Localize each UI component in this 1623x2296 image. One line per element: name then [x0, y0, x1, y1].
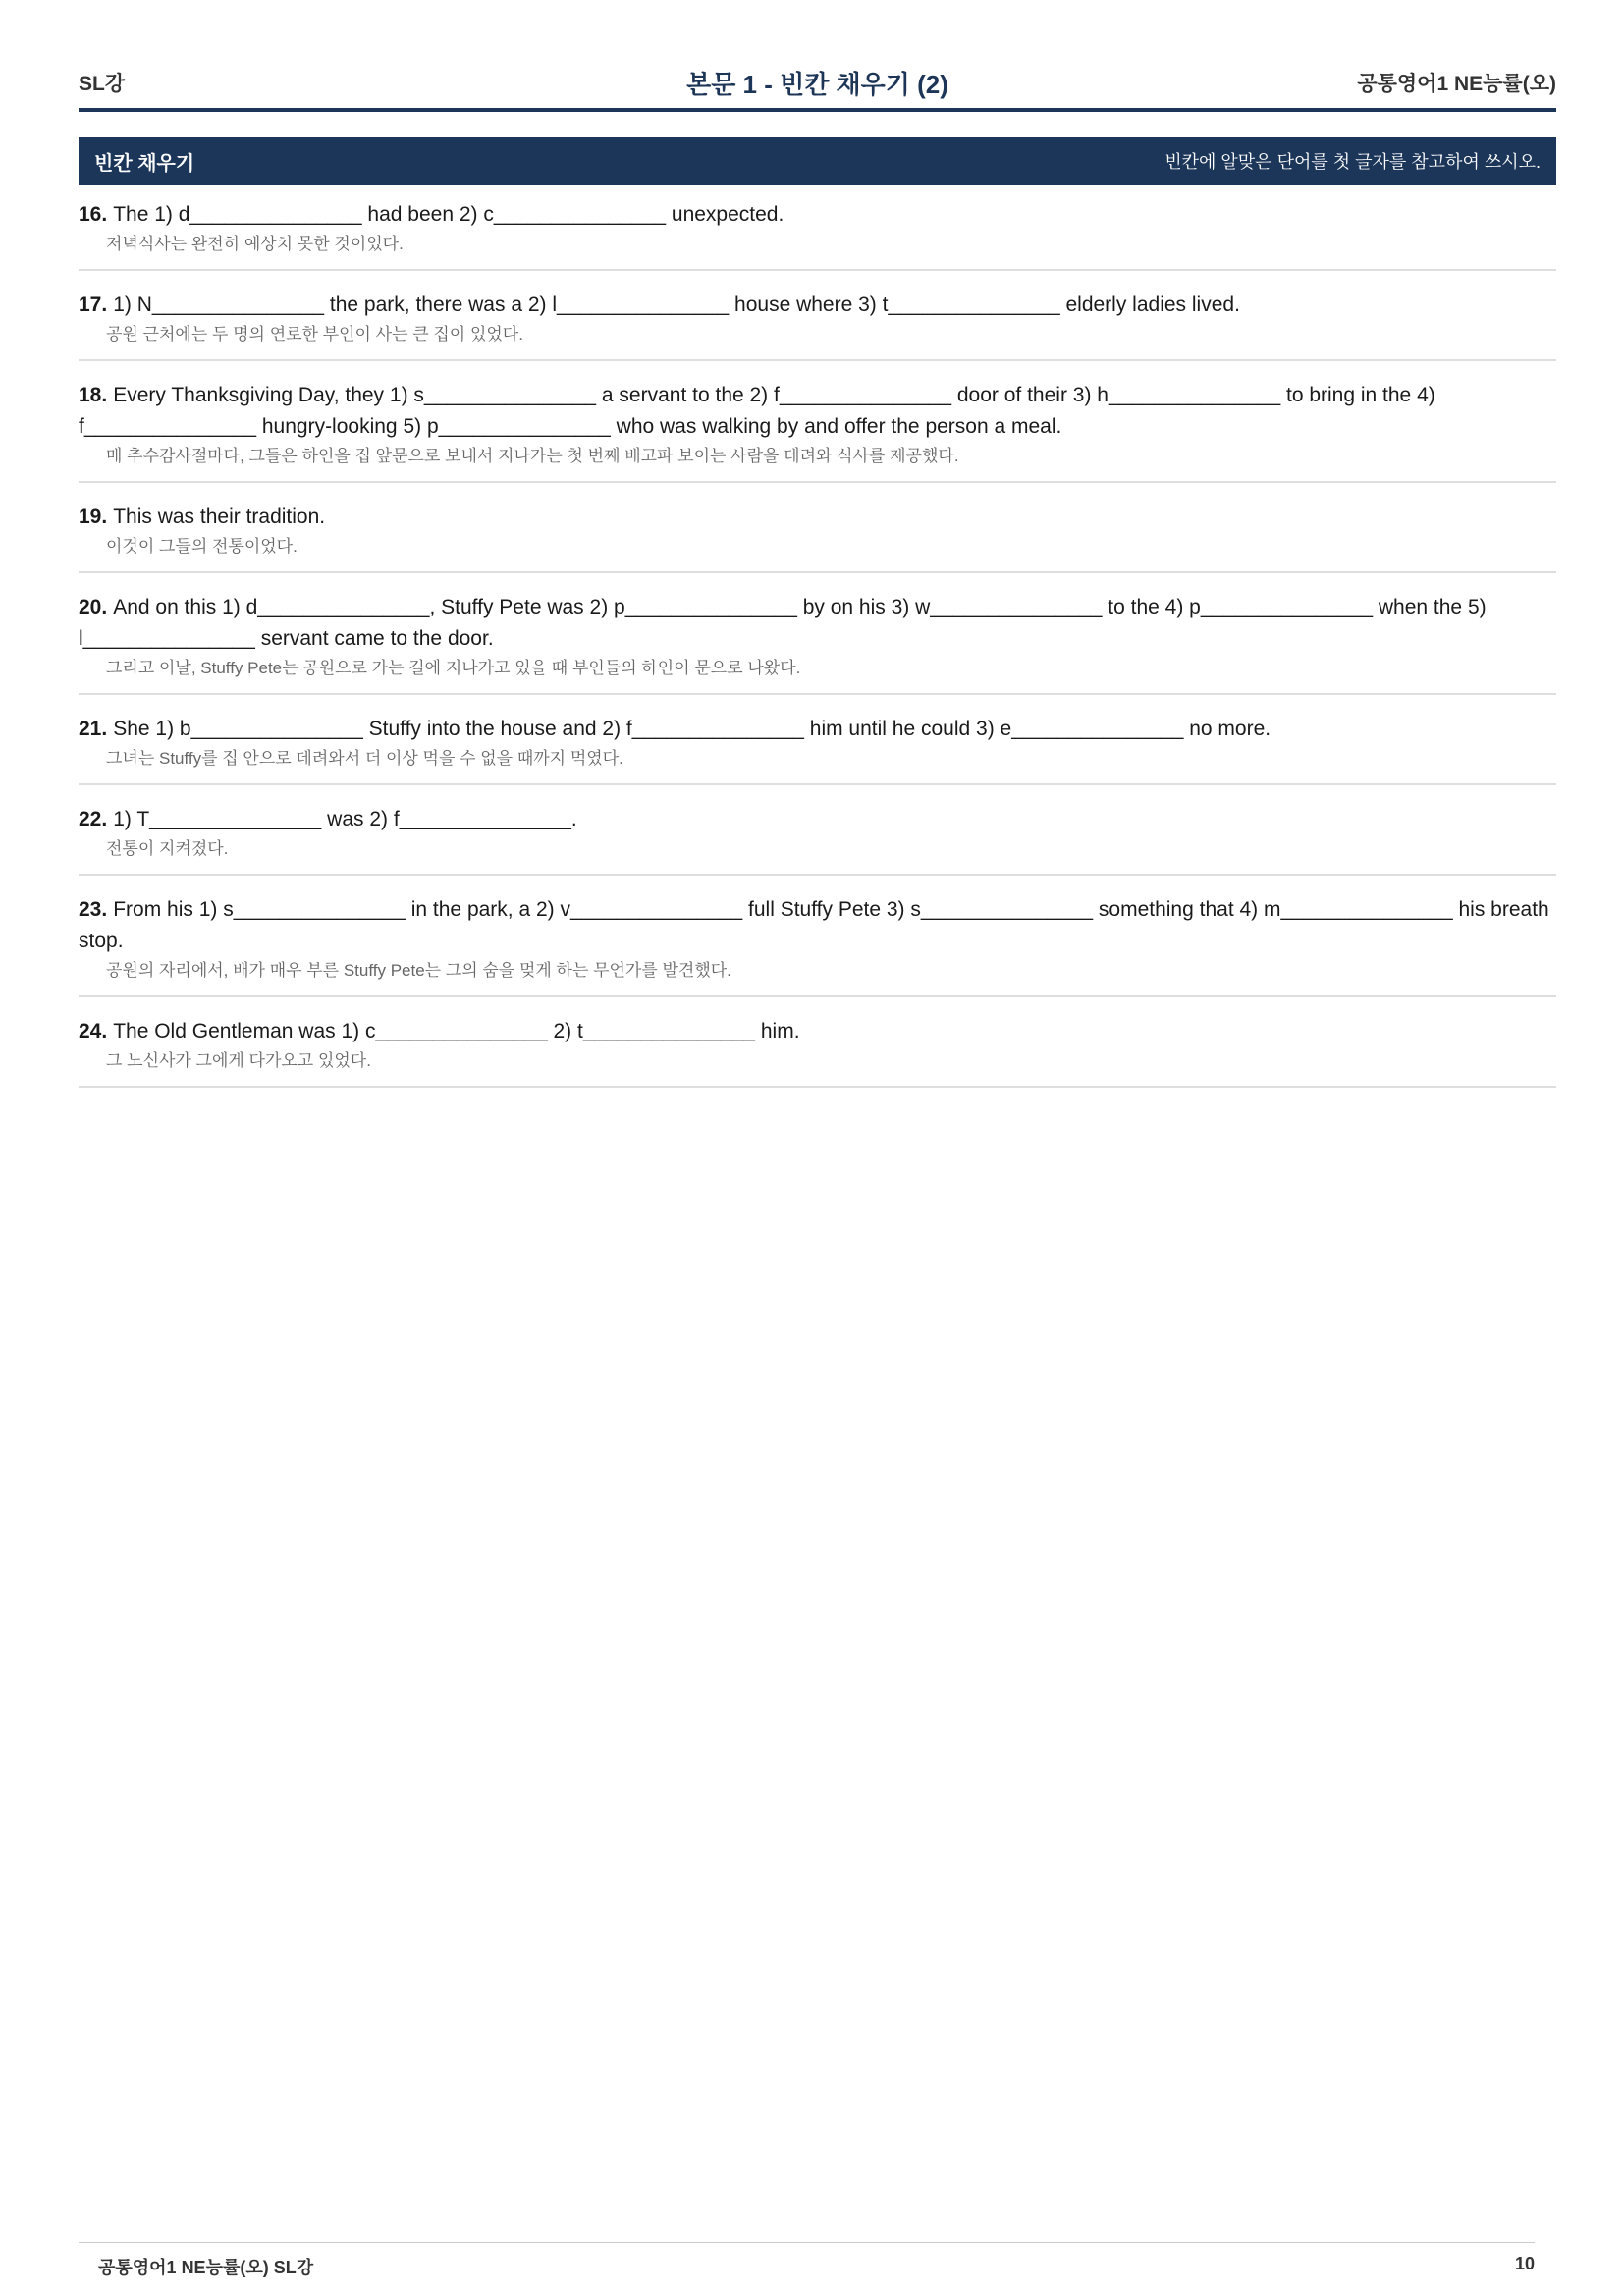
- footer-title: 공통영어1 NE능률(오) SL강: [98, 2258, 314, 2277]
- section-banner: [79, 137, 1556, 185]
- question-text: 1) N_______________ the park, there was a 2) l_______________ house where 3) t_______________ elderly ladies lived.: [113, 294, 1240, 316]
- translation: 그리고 이날, Stuffy Pete는 공원으로 가는 길에 지나가고 있을 때 부인들의 하인이 문으로 나왔다.: [106, 659, 801, 677]
- question-number: 17.: [79, 294, 108, 316]
- translation: 그 노신사가 그에게 다가오고 있었다.: [106, 1051, 371, 1070]
- translation: 전통이 지켜졌다.: [106, 839, 229, 858]
- question-item: [79, 377, 1556, 483]
- question-text: 1) T_______________ was 2) f_______________.: [113, 808, 577, 830]
- translation: 매 추수감사절마다, 그들은 하인을 집 앞문으로 보내서 지나가는 첫 번째 배고파 보이는 사람을 데려와 식사를 제공했다.: [106, 447, 959, 465]
- header-left: SL강: [79, 73, 126, 95]
- question-item: [79, 801, 1556, 876]
- question-item: [79, 891, 1556, 997]
- question-number: 20.: [79, 596, 108, 618]
- question-text: This was their tradition.: [113, 506, 326, 528]
- header-divider: [79, 108, 1556, 112]
- question-item: [79, 287, 1556, 361]
- question-number: 18.: [79, 384, 108, 406]
- question-text: She 1) b_______________ Stuffy into the house and 2) f_______________ him until he could 3) e_______________ no more.: [113, 718, 1271, 740]
- section-title: 빈칸 채우기: [94, 152, 195, 175]
- translation: 저녁식사는 완전히 예상치 못한 것이었다.: [106, 235, 404, 253]
- question-list: [79, 196, 1556, 1103]
- question-text: From his 1) s_______________ in the park, a 2) v_______________ full Stuffy Pete 3) s_______________ something that 4) m_______________ his breath stop.: [79, 898, 1549, 952]
- question-number: 16.: [79, 203, 108, 226]
- question-text: And on this 1) d_______________, Stuffy Pete was 2) p_______________ by on his 3) w_______________ to the 4) p_______________ when the 5) l_______________ servant came to the door.: [79, 596, 1487, 650]
- question-item: [79, 1013, 1556, 1088]
- page-number: 10: [1514, 2254, 1535, 2273]
- page-title: 본문 1 - 빈칸 채우기 (2): [686, 69, 948, 99]
- question-item: [79, 711, 1556, 785]
- question-number: 19.: [79, 506, 108, 528]
- translation: 공원의 자리에서, 배가 매우 부른 Stuffy Pete는 그의 숨을 멎게 하는 무언가를 발견했다.: [106, 961, 731, 980]
- footer-divider: [79, 2242, 1535, 2243]
- question-number: 21.: [79, 718, 108, 740]
- question-item: [79, 196, 1556, 271]
- translation: 그녀는 Stuffy를 집 안으로 데려와서 더 이상 먹을 수 없을 때까지 먹였다.: [106, 749, 623, 768]
- question-text: The 1) d_______________ had been 2) c_______________ unexpected.: [113, 203, 784, 226]
- translation: 이것이 그들의 전통이었다.: [106, 537, 298, 556]
- question-item: [79, 499, 1556, 573]
- question-text: Every Thanksgiving Day, they 1) s_______________ a servant to the 2) f_______________ door of their 3) h_______________ to bring in the 4) f_______________ hungry-looking 5) p_______________ who was walking by and offer the person a meal.: [79, 384, 1435, 438]
- question-number: 23.: [79, 898, 108, 921]
- page-header: [79, 63, 1556, 102]
- translation: 공원 근처에는 두 명의 연로한 부인이 사는 큰 집이 있었다.: [106, 325, 523, 344]
- section-instruction: 빈칸에 알맞은 단어를 첫 글자를 참고하여 쓰시오.: [1164, 152, 1541, 172]
- question-text: The Old Gentleman was 1) c_______________ 2) t_______________ him.: [113, 1020, 800, 1042]
- question-number: 22.: [79, 808, 108, 830]
- question-number: 24.: [79, 1020, 108, 1042]
- page-footer: [98, 2254, 1535, 2279]
- question-item: [79, 589, 1556, 695]
- header-right: 공통영어1 NE능률(오): [1357, 73, 1556, 95]
